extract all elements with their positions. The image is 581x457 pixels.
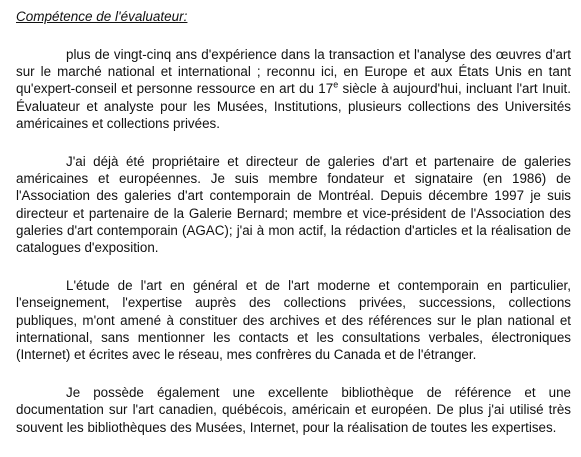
paragraph-study: L'étude de l'art en général et de l'art moderne et contemporain en particulier, l'enseignement, l'expertise auprès des collections privées, successions, collections publiques, m'ont amené à constituer des archives et des références sur le plan national et international, sans mentionner les contacts et les consultations verbales, électroniques (Internet) et écrites avec le réseau, mes confrères du Canada et de l'étranger. [16, 278, 571, 363]
section-heading: Compétence de l'évaluateur: [16, 9, 188, 24]
paragraph-galleries: J'ai déjà été propriétaire et directeur de galeries d'art et partenaire de galeries américaines et européennes. Je suis membre fondateur et signataire (en 1986) de l'Association des galeries d'art contemporain de Montréal. Depuis décembre 1997 je suis directeur et partenaire de la Galerie Bernard; membre et vice-président de l'Association des galeries d'art contemporain (AGAC); j'ai à mon actif, la rédaction d'articles et la réalisation de catalogues d'exposition. [16, 154, 571, 256]
paragraph-experience [16, 46, 571, 132]
century-superscript: e [333, 79, 339, 90]
paragraph-experience-text-continued: siècle à aujourd'hui, incluant l'art Inuit. Évaluateur et analyste pour les Musées, Institutions, plusieurs collections des Universités américaines et collections privées. [16, 81, 571, 131]
paragraph-library: Je possède également une excellente bibliothèque de référence et une documentation sur l'art canadien, québécois, américain et européen. De plus j'ai utilisé très souvent les bibliothèques des Musées, Internet, pour la réalisation de toutes les expertises. [16, 385, 571, 435]
paragraph-experience-text: plus de vingt-cinq ans d'expérience dans la transaction et l'analyse des œuvres d'art sur le marché national et international ; reconnu ici, en Europe et aux États Unis en tant qu'expert-conseil et personne ressource en art du 17 [16, 47, 571, 97]
